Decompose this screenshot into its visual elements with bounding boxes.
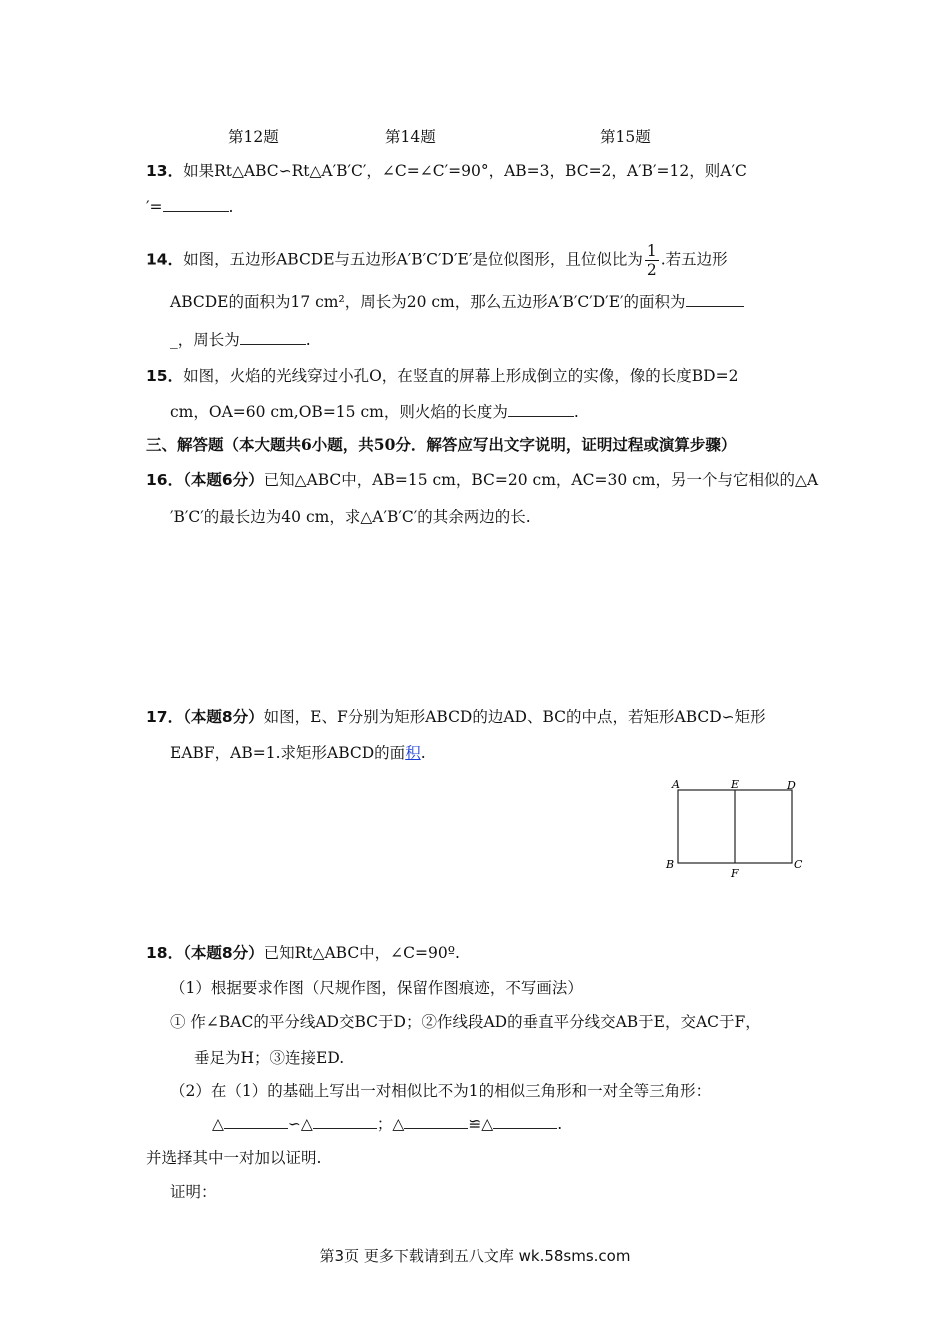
similar-symbol: ∽△ <box>287 1115 313 1133</box>
question-text: EABF，AB=1.求矩形ABCD的面 <box>170 744 406 762</box>
question-18-step1: ① 作∠BAC的平分线AD交BC于D；②作线段AD的垂直平分线交AB于E，交AC于F， <box>170 1013 761 1031</box>
question-18-choose: 并选择其中一对加以证明. <box>146 1149 322 1167</box>
answer-blank[interactable] <box>404 1114 468 1129</box>
label-d: D <box>787 779 796 792</box>
answer-blank[interactable] <box>686 292 744 307</box>
question-number: 18． <box>146 944 184 962</box>
page-footer: 第3页 更多下载请到五八文库 wk.58sms.com <box>319 1247 631 1265</box>
question-text: 如果Rt△ABC∽Rt△A′B′C′，∠C=∠C′=90°，AB=3，BC=2，A′B′=12，则A′C <box>183 162 747 180</box>
question-text: 已知△ABC中，AB=15 cm，BC=20 cm，AC=30 cm，另一个与它相似的△A <box>263 471 819 489</box>
label-f: F <box>731 867 739 880</box>
fraction-denominator: 2 <box>646 261 657 279</box>
question-text: 如图，E、F分别为矩形ABCD的边AD、BC的中点，若矩形ABCD∽矩形 <box>263 708 766 726</box>
question-number: 13． <box>146 162 184 180</box>
question-15-line2 <box>170 402 579 422</box>
rectangle-figure <box>664 776 810 880</box>
answer-blank[interactable] <box>163 197 229 212</box>
question-text: . <box>420 744 426 762</box>
question-16-line2: ′B′C′的最长边为40 cm，求△A′B′C′的其余两边的长. <box>170 508 531 526</box>
question-15 <box>146 366 738 386</box>
section-heading: 三、解答题（本大题共6小题，共50分．解答应写出文字说明，证明过程或演算步骤） <box>146 435 737 454</box>
answer-blank[interactable] <box>313 1114 377 1129</box>
question-text: . <box>557 1115 563 1133</box>
question-text: _，周长为 <box>170 331 240 349</box>
question-score: （本题8分） <box>183 708 264 726</box>
label-e: E <box>731 778 740 791</box>
question-17-line2 <box>170 743 426 763</box>
fraction <box>645 242 659 279</box>
question-number: 15． <box>146 367 184 385</box>
proof-label: 证明： <box>170 1183 217 1201</box>
question-text: . <box>573 403 579 421</box>
question-18 <box>146 943 460 963</box>
area-link[interactable]: 积 <box>405 744 421 762</box>
question-score: （本题6分） <box>183 471 264 489</box>
question-14-line2 <box>170 292 744 312</box>
caption-q15: 第15题 <box>600 128 651 146</box>
question-text: 如图，火焰的光线穿过小孔O，在竖直的屏幕上形成倒立的实像，像的长度BD=2 <box>183 367 739 385</box>
question-13-line2 <box>146 197 233 217</box>
question-14-line3 <box>170 330 311 350</box>
question-18-blanks <box>212 1114 562 1134</box>
caption-q14: 第14题 <box>385 128 436 146</box>
answer-blank[interactable] <box>240 330 306 345</box>
answer-blank[interactable] <box>224 1114 288 1129</box>
triangle-symbol: △ <box>212 1115 224 1133</box>
question-18-part1: （1）根据要求作图（尺规作图，保留作图痕迹，不写画法） <box>170 979 583 997</box>
question-number: 16． <box>146 471 184 489</box>
fraction-numerator: 1 <box>646 242 657 260</box>
question-text: ′= <box>146 198 163 216</box>
label-c: C <box>794 858 803 871</box>
question-score: （本题8分） <box>183 944 264 962</box>
question-17 <box>146 707 766 727</box>
question-text: ABCDE的面积为17 cm²，周长为20 cm，那么五边形A′B′C′D′E′的面积为 <box>170 293 686 311</box>
answer-blank[interactable] <box>493 1114 557 1129</box>
question-number: 17． <box>146 708 184 726</box>
question-text: 如图，五边形ABCDE与五边形A′B′C′D′E′是位似图形，且位似比为 <box>183 250 643 269</box>
separator: ；△ <box>376 1115 405 1133</box>
question-number: 14． <box>146 250 184 269</box>
congruent-symbol: ≌△ <box>468 1115 494 1133</box>
question-16 <box>146 470 818 490</box>
question-14 <box>146 242 728 279</box>
question-18-step2: 垂足为H；③连接ED. <box>194 1049 345 1067</box>
question-text: .若五边形 <box>660 250 728 269</box>
question-text: . <box>228 198 234 216</box>
question-text: 已知Rt△ABC中，∠C=90º. <box>263 944 460 962</box>
question-13 <box>146 161 747 181</box>
answer-blank[interactable] <box>508 402 574 417</box>
label-b: B <box>666 858 675 871</box>
question-18-part2: （2）在（1）的基础上写出一对相似比不为1的相似三角形和一对全等三角形： <box>170 1082 712 1100</box>
label-a: A <box>672 778 680 791</box>
question-text: cm，OA=60 cm,OB=15 cm，则火焰的长度为 <box>170 403 508 421</box>
question-text: . <box>305 331 311 349</box>
caption-q12: 第12题 <box>228 128 279 146</box>
